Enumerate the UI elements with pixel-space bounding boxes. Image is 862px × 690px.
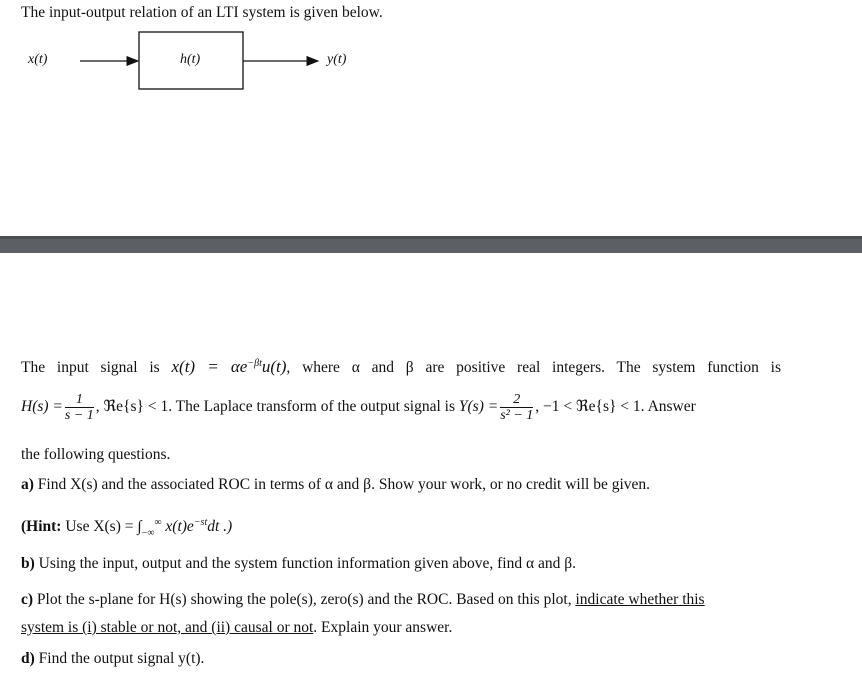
- problem-line-3: the following questions.: [21, 446, 171, 463]
- hint: (Hint: Use $X(s) = \int_{-\infty}^\infty$ $x(t)e^{-st}dt$ .): [21, 517, 233, 539]
- block-label: h(t): [180, 52, 201, 67]
- intro-text: The input-output relation of an LTI system is given below.: [21, 4, 383, 21]
- output-label: y(t): [327, 52, 347, 67]
- y-fraction: $\frac{2}{\text{s² − 1}}$: [500, 392, 534, 423]
- problem-line-1: The input signal is $x(t) = \alpha e^{-\beta t}u(t)$, where α and β are positive real integers. The system function is: [21, 357, 782, 377]
- question-c: c) Plot the s-plane for H(s) showing the pole(s), zero(s) and the ROC. Based on this plot, indicate whether this: [21, 591, 705, 608]
- question-d: d) Find the output signal y(t).: [21, 650, 205, 667]
- question-b: b) Using the input, output and the system function information given above, find α and β.: [21, 555, 576, 572]
- question-a: a) Find X(s) and the associated ROC in terms of α and β. Show your work, or no credit will be given.: [21, 476, 651, 493]
- question-c-cont: system is (i) stable or not, and (ii) causal or not. Explain your answer.: [21, 619, 453, 636]
- block-diagram: [0, 0, 862, 110]
- separator-bar: [0, 236, 862, 253]
- input-label: x(t): [28, 52, 48, 67]
- problem-line-2: H(s) = $\frac{1}{s - 1}$ , ℜe{s} < 1. The Laplace transform of the output signal is Y(s) = $\frac{2}{\text{s² − 1}}$ , −1 < ℜe{s} < 1. Answer: [21, 392, 696, 423]
- h-fraction: $\frac{1}{s - 1}$: [64, 392, 94, 423]
